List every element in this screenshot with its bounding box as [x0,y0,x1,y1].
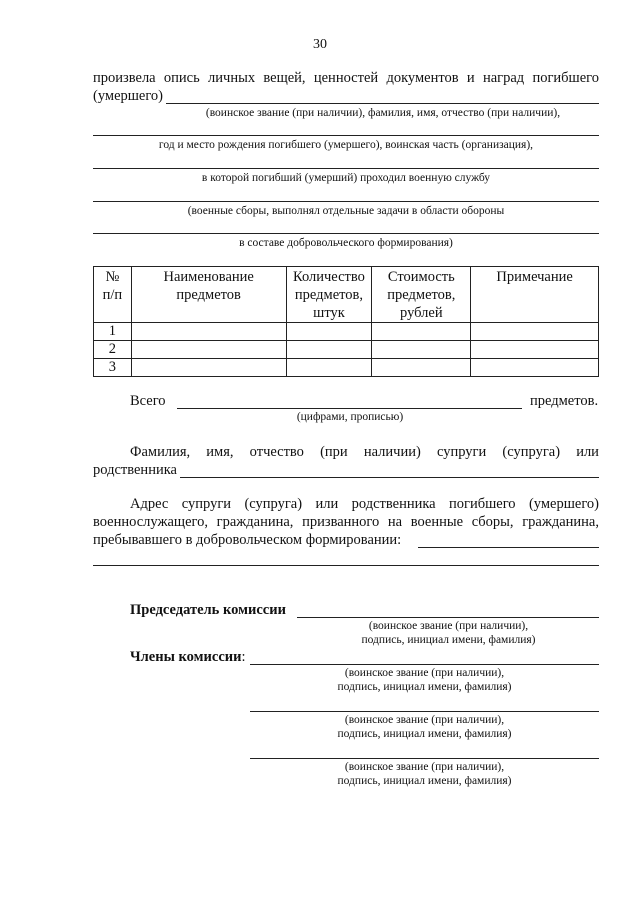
row-number: 3 [94,359,132,377]
address-line-2: военнослужащего, гражданина, призванного на военные сборы, гражданина, [93,514,599,530]
total-field[interactable] [177,408,522,409]
deceased-rank-name-field[interactable] [166,103,599,104]
volunteer-field[interactable] [93,233,599,234]
member-3-signature-field[interactable] [250,758,599,759]
spouse-line-2: родственника [93,462,177,478]
chairman-signature-field[interactable] [297,617,599,618]
spouse-line-1: Фамилия, имя, отчество (при наличии) супруги (супруга) или [130,444,599,460]
caption-rank-name: (воинское звание (при наличии), фамилия, имя, отчество (при наличии), [205,107,561,119]
intro-line-1: произвела опись личных вещей, ценностей документов и наград погибшего [93,70,599,86]
cell-note[interactable] [471,359,599,377]
row-number: 2 [94,341,132,359]
header-number: № п/п [94,267,132,323]
table-row [94,323,599,341]
table-row [94,359,599,377]
address-line-1: Адрес супруги (супруга) или родственника погибшего (умершего) [130,496,599,512]
total-label: Всего [130,393,166,409]
header-name: Наименование предметов [131,267,286,323]
items-table [93,266,599,377]
header-quantity: Количество предметов, штук [286,267,372,323]
address-field-continued[interactable] [93,565,599,566]
caption-total: (цифрами, прописью) [296,411,404,423]
cell-name[interactable] [131,359,286,377]
training-field[interactable] [93,201,599,202]
service-field[interactable] [93,168,599,169]
cell-name[interactable] [131,323,286,341]
address-line-3: пребывавшего в добровольческом формировании: [93,532,402,548]
member-1-caption: (воинское звание (при наличии), подпись, инициал имени, фамилия) [337,667,512,693]
cell-note[interactable] [471,323,599,341]
cell-name[interactable] [131,341,286,359]
table-header-row [94,267,599,323]
cell-cost[interactable] [372,341,471,359]
page-number: 30 [313,37,327,52]
members-label: Члены комиссии: [130,649,246,665]
cell-cost[interactable] [372,359,471,377]
cell-quantity[interactable] [286,341,372,359]
cell-note[interactable] [471,341,599,359]
caption-volunteer: в составе добровольческого формирования) [239,237,453,249]
header-note: Примечание [471,267,599,323]
chairman-label: Председатель комиссии [130,602,286,618]
member-2-signature-field[interactable] [250,711,599,712]
member-2-caption: (воинское звание (при наличии), подпись, инициал имени, фамилия) [337,714,512,740]
total-suffix: предметов. [530,393,599,409]
caption-service: в которой погибший (умерший) проходил военную службу [201,172,491,184]
member-3-caption: (воинское звание (при наличии), подпись, инициал имени, фамилия) [337,761,512,787]
caption-training: (военные сборы, выполнял отдельные задачи в области обороны [187,205,505,217]
row-number: 1 [94,323,132,341]
birth-unit-field[interactable] [93,135,599,136]
chairman-caption: (воинское звание (при наличии), подпись, инициал имени, фамилия) [361,620,536,646]
cell-cost[interactable] [372,323,471,341]
member-1-signature-field[interactable] [250,664,599,665]
intro-line-2: (умершего) [93,88,164,104]
header-cost: Стоимость предметов, рублей [372,267,471,323]
cell-quantity[interactable] [286,323,372,341]
table-row [94,341,599,359]
caption-birth-unit: год и место рождения погибшего (умершего), воинская часть (организация), [158,139,534,151]
spouse-name-field[interactable] [180,477,599,478]
address-field[interactable] [418,547,599,548]
cell-quantity[interactable] [286,359,372,377]
